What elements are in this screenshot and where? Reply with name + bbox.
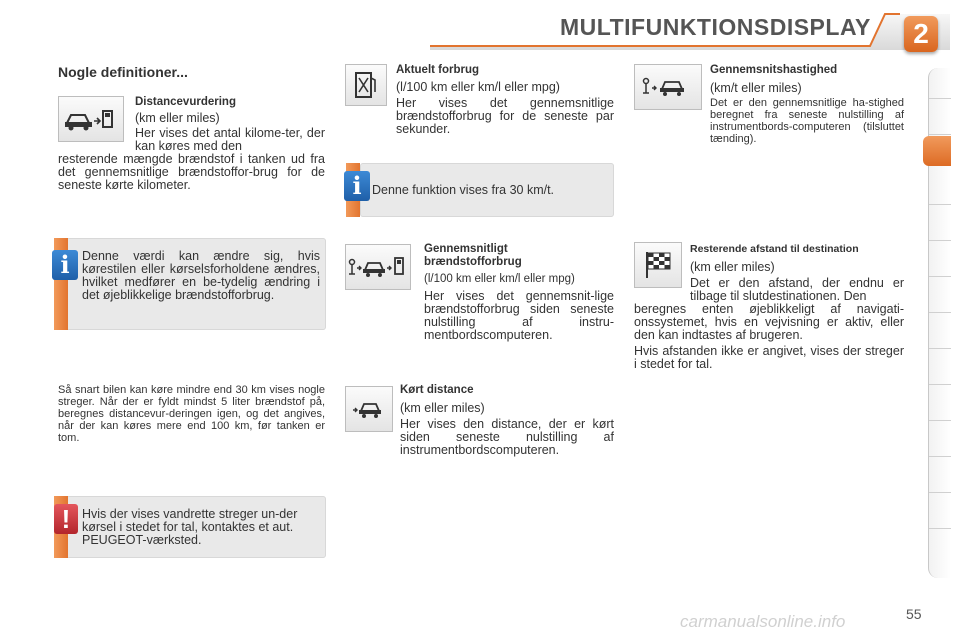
text-remaining-distance-2: beregnes enten øjeblikkeligt af navigati-onssystemet, hvis en vejvisning er aktiv, eller den kan indtastes af brugeren. <box>634 302 904 342</box>
chapter-tab[interactable] <box>929 462 951 493</box>
info-icon: i <box>52 250 78 280</box>
chapter-badge: 2 <box>904 16 938 52</box>
distance-car-icon <box>351 397 387 421</box>
page-title: MULTIFUNKTIONSDISPLAY <box>560 14 871 40</box>
range-icon <box>58 96 124 142</box>
heading-current-consumption: Aktuelt forbrug <box>396 64 480 76</box>
unit-current-consumption: (l/100 km eller km/l eller mpg) <box>396 80 560 94</box>
low-fuel-note: Så snart bilen kan køre mindre end 30 km vises nogle streger. Når der er fyldt mindst 5 liter brændstof på, beregnes distancevur-deringen igen, og det angives, når der kan køres mere end 100 km, før tanken er tom. <box>58 384 325 444</box>
heading-distance-travelled: Kørt distance <box>400 384 474 396</box>
avg-speed-icon-box <box>634 64 702 110</box>
chapter-tab[interactable] <box>929 390 951 421</box>
distance-travelled-icon-box <box>345 386 393 432</box>
fuel-pump-icon <box>353 70 379 100</box>
chapter-tab[interactable] <box>929 354 951 385</box>
unit-distance-estimate: (km eller miles) <box>135 111 220 125</box>
info-box-variation <box>60 238 326 330</box>
text-remaining-distance-1: Det er den afstand, der endnu er tilbage til slutdestinationen. Den <box>690 276 904 303</box>
info-text-speed: Denne funktion vises fra 30 km/t. <box>372 183 555 197</box>
warning-box <box>61 496 326 558</box>
text-remaining-distance-3: Hvis afstanden ikke er angivet, vises der streger i stedet for tal. <box>634 344 904 371</box>
avg-consumption-icon-box <box>345 244 411 290</box>
watermark: carmanualsonline.info <box>680 612 846 631</box>
chapter-tab-strip <box>928 68 951 578</box>
chapter-tab[interactable] <box>929 498 951 529</box>
unit-remaining-distance: (km eller miles) <box>690 260 775 274</box>
text-distance-travelled: Her vises den distance, der er kørt siden seneste nulstilling af instrumentbordscomputeren. <box>400 417 614 457</box>
avg-speed-icon <box>642 75 694 99</box>
chapter-tab[interactable] <box>929 68 951 99</box>
chapter-tab-active[interactable] <box>923 136 951 166</box>
chapter-tab[interactable] <box>929 246 951 277</box>
chapter-tab[interactable] <box>929 104 951 135</box>
text-distance-estimate-2: resterende mængde brændstof i tanken ud fra det gennemsnitlige brændstoffor-brug for de seneste kørte kilometer. <box>58 152 325 192</box>
warning-icon: ! <box>54 504 78 534</box>
heading-distance-estimate: Distancevurdering <box>135 96 236 108</box>
car-fuel-icon <box>63 105 119 133</box>
chapter-tab[interactable] <box>929 282 951 313</box>
chapter-tab[interactable] <box>929 426 951 457</box>
page-number: 55 <box>906 606 922 622</box>
destination-icon-box <box>634 242 682 288</box>
text-distance-estimate-1: Her vises det antal kilome-ter, der kan køres med den <box>135 126 325 153</box>
heading-remaining-distance: Resterende afstand til destination <box>690 243 859 255</box>
text-avg-consumption: Her vises det gennemsnit-lige brændstofforbrug siden seneste nulstilling af instru-mentbordscomputeren. <box>424 289 614 342</box>
heading-avg-speed: Gennemsnitshastighed <box>710 64 838 76</box>
checkered-flag-icon <box>643 250 673 280</box>
info-icon: i <box>344 171 370 201</box>
warning-text: Hvis der vises vandrette streger un-der kørsel i stedet for tal, kontaktes et aut. PEUGEOT-værksted. <box>82 507 298 547</box>
fuel-pump-icon-box <box>345 64 387 106</box>
unit-avg-consumption: (l/100 km eller km/l eller mpg) <box>424 273 575 285</box>
text-avg-speed: Det er den gennemsnitlige ha-stighed beregnet fra seneste nulstilling af instrumentbords-computeren (tilsluttet tænding). <box>710 97 904 145</box>
avg-consumption-icon <box>348 254 408 280</box>
chapter-tab[interactable] <box>929 174 951 205</box>
section-title: Nogle definitioner... <box>58 64 188 80</box>
text-current-consumption: Her vises det gennemsnitlige brændstofforbrug for de seneste par sekunder. <box>396 96 614 136</box>
chapter-tab[interactable] <box>929 210 951 241</box>
unit-avg-speed: (km/t eller miles) <box>710 81 802 95</box>
chapter-tab[interactable] <box>929 318 951 349</box>
info-box-speed <box>352 163 614 217</box>
unit-distance-travelled: (km eller miles) <box>400 401 485 415</box>
heading-avg-consumption: Gennemsnitligt brændstofforbrug <box>424 243 522 268</box>
info-text-variation: Denne værdi kan ændre sig, hvis kørestilen eller kørselsforholdene ændres, hvilket medfører en be-tydelig ændring i det øjeblikkelige brændstofforbrug. <box>82 249 320 302</box>
